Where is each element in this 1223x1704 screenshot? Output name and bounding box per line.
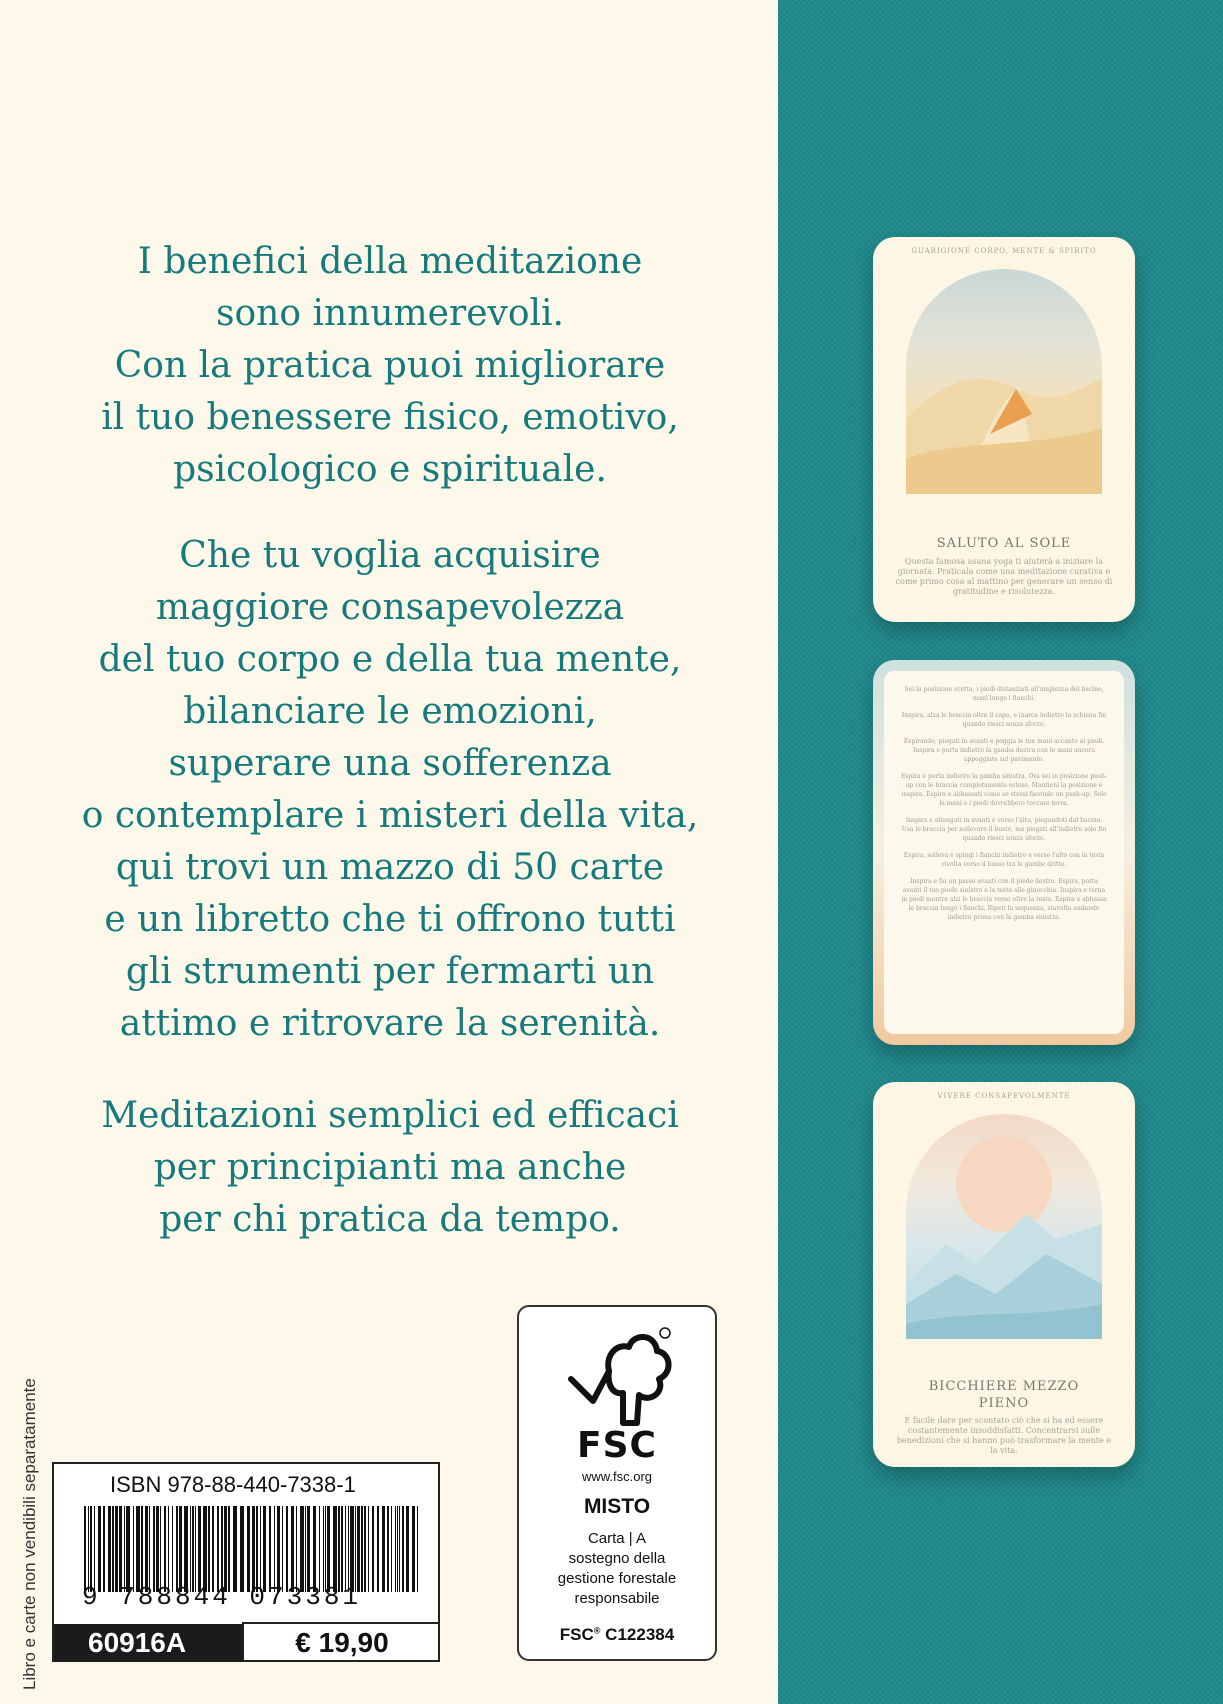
text-line: Che tu voglia acquisire <box>179 535 601 576</box>
card-body: Questa famosa asana yoga ti aiuterà a iniziare la giornata. Praticala come una meditazione curativa e come primo cosa al mattino per generare un senso di gratitudine e risolutezza. <box>895 557 1113 596</box>
registered-mark-icon: ® <box>593 1625 601 1636</box>
card-bicchiere-mezzo-pieno <box>873 1082 1135 1467</box>
card-paragraph: Inspira e fai un passo avanti con il piede destro. Espira, porta avanti il tuo piede sinistro e la testa alle ginocchia. Inspira e torna in piedi mentre alzi le braccia verso oltre la testa. Espira e abbassa le braccia lungo i fianchi. Ripeti la sequenza, stavolta andando indietro prima con la gamba sinistra. <box>901 878 1107 921</box>
card-paragraph: Inspira e allungati in avanti e verso l'alto, piegandoti dal bacino. Usa le braccia per sollevare il busto, ma piegati all'indietro solo fin quando riesci senza sforzo. <box>901 817 1107 842</box>
fsc-code-number: C122384 <box>605 1625 675 1644</box>
text-line: qui trovi un mazzo di 50 carte <box>115 847 665 888</box>
card-title <box>873 1378 1135 1412</box>
text-line: bilanciare le emozioni, <box>183 691 597 732</box>
card-instructions <box>873 660 1135 1045</box>
card-paragraph: Espirando, piegati in avanti e poggia le tue mani accanto ai piedi. Inspira e porta indietro la gamba destra con le mani ancora appoggiate sul pavimento. <box>903 738 1105 763</box>
text-line: Meditazioni semplici ed efficaci <box>101 1095 679 1136</box>
fsc-code-prefix: FSC <box>559 1625 594 1644</box>
card-paragraph: Sei in posizione eretta, i piedi distanziati all'ampiezza del bacino, mani lungo i fianchi. <box>904 686 1104 702</box>
text-line: e un libretto che ti offrono tutti <box>104 899 676 940</box>
description-paragraph-1 <box>40 236 740 496</box>
price: € 19,90 <box>242 1622 440 1662</box>
fsc-category: MISTO <box>583 1495 651 1518</box>
ean-digits: 9 788844 073381 <box>82 1582 362 1612</box>
desert-arch-illustration <box>906 269 1102 494</box>
text-line: superare una sofferenza <box>168 743 612 784</box>
fsc-description <box>529 1529 705 1609</box>
card-paragraph: Inspira, alza le braccia oltre il capo, e inarca indietro la schiena fin quando riesci senza sforzo. <box>901 712 1107 728</box>
fsc-desc-line: Carta | A <box>587 1530 647 1547</box>
text-line: il tuo benessere fisico, emotivo, <box>101 397 679 438</box>
card-title-line: PIENO <box>978 1396 1030 1411</box>
barcode-gap <box>418 1506 421 1592</box>
card-title-line: SALUTO AL SOLE <box>936 536 1072 551</box>
fsc-desc-line: responsabile <box>574 1590 660 1607</box>
isbn-text: ISBN 978-88-440-7338-1 <box>110 1472 356 1497</box>
mountain-arch-illustration <box>906 1114 1102 1339</box>
barcode-bars <box>84 1506 424 1592</box>
text-line: gli strumenti per fermarti un <box>125 951 655 992</box>
description-paragraph-3 <box>40 1090 740 1246</box>
fsc-code <box>519 1625 715 1645</box>
text-line: I benefici della meditazione <box>137 241 643 282</box>
card-instructions-body <box>884 671 1124 1034</box>
text-line: attimo e ritrovare la serenità. <box>119 1003 661 1044</box>
text-line: o contemplare i misteri della vita, <box>81 795 699 836</box>
card-saluto-al-sole <box>873 237 1135 622</box>
card-paragraph: Espira, solleva e spingi i fianchi indietro e verso l'alto con la testa rivolta verso il basso tra le gambe dritte. <box>903 852 1105 868</box>
card-title <box>873 535 1135 552</box>
text-line: maggiore consapevolezza <box>155 587 625 628</box>
spine-note: Libro e carte non vendibili separatamente <box>20 1378 39 1690</box>
fsc-tree-icon <box>559 1319 679 1439</box>
text-line: per chi pratica da tempo. <box>159 1199 621 1240</box>
text-line: del tuo corpo e della tua mente, <box>98 639 682 680</box>
fsc-logo-text: FSC <box>577 1425 657 1466</box>
text-line: Con la pratica puoi migliorare <box>114 345 666 386</box>
fsc-label <box>517 1305 717 1661</box>
text-line: sono innumerevoli. <box>216 293 564 334</box>
text-line: per principianti ma anche <box>153 1147 627 1188</box>
card-body: È facile dare per scontato ciò che si ha ed essere costantemente insoddisfatti. Concentrarsi sulle benedizioni che si hanno può trasformare la mente e la vita. <box>896 1416 1112 1455</box>
fsc-desc-line: gestione forestale <box>557 1570 677 1587</box>
card-title-line: BICCHIERE MEZZO <box>928 1379 1080 1394</box>
fsc-desc-line: sostegno della <box>568 1550 666 1567</box>
text-line: psicologico e spirituale. <box>173 449 607 490</box>
card-kicker: GUARIGIONE CORPO, MENTE & SPIRITO <box>911 247 1097 255</box>
product-code: 60916A <box>54 1624 242 1662</box>
card-kicker: VIVERE CONSAPEVOLMENTE <box>937 1092 1071 1100</box>
fsc-url: www.fsc.org <box>581 1469 653 1484</box>
barcode-box <box>52 1462 440 1662</box>
description-paragraph-2 <box>40 530 740 1050</box>
card-paragraph: Espira e porta indietro la gamba sinistra. Ora sei in posizione push-up con le braccia completamente estese. Mantieni la posizione e inspira. Espira e abbassati come se stessi facendo un push-up. Solo le mani e i piedi dovrebbero toccare terra. <box>900 773 1108 807</box>
